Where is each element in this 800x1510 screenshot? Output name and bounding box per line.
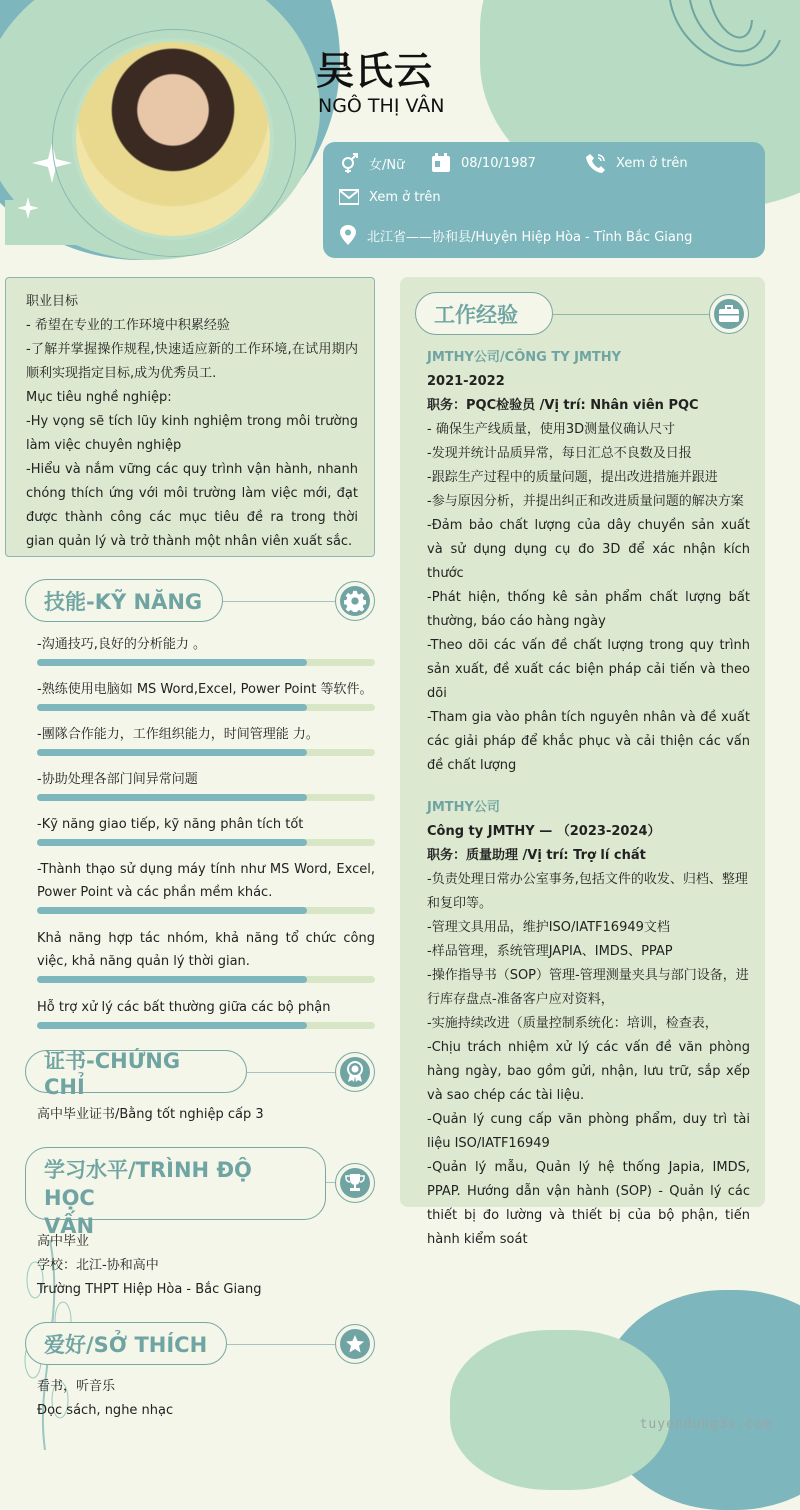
job-company: JMTHY公司 [427, 800, 500, 815]
job-duty: -Đảm bảo chất lượng của dây chuyền sản xuất và sử dụng dụng cụ đo 3D để xác nhận kích thước [427, 518, 750, 581]
job-duty: -Tham gia vào phân tích nguyên nhân và đề xuất các giải pháp để khắc phục và cải thiện các vấn đề chất lượng [427, 710, 750, 773]
skill-item: Hỗ trợ xử lý các bất thường giữa các bộ phận [37, 996, 375, 1029]
calendar-icon [431, 153, 451, 173]
job-period: 2021-2022 [427, 374, 505, 389]
email-icon [339, 189, 359, 205]
skills-title: 技能-KỸ NĂNG [25, 579, 223, 622]
job-duty: -实施持续改进（质量控制系统化：培训，检查表， [427, 1016, 718, 1031]
skill-item: -协助处理各部门间异常问题 [37, 768, 375, 801]
name-vietnamese: NGÔ THỊ VÂN [318, 95, 445, 117]
hobbies-icon-badge [335, 1324, 375, 1364]
section-divider [247, 1072, 335, 1073]
job-duty: -Chịu trách nhiệm xử lý các vấn đề văn phòng hàng ngày, bao gồm gửi, nhận, lưu trữ, sắp xếp và sao chép các tài liệu. [427, 1040, 750, 1103]
skill-bar [37, 976, 375, 983]
skill-item: -Thành thạo sử dụng máy tính như MS Word, Excel, Power Point và các phần mềm khác. [37, 858, 375, 914]
job-duty: -Quản lý cung cấp văn phòng phẩm, duy trì tài liệu ISO/IATF16949 [427, 1112, 750, 1151]
skill-bar-fill [37, 1022, 307, 1029]
hobbies-details [37, 1375, 173, 1423]
award-medal-icon [345, 1061, 365, 1083]
skill-item: -Kỹ năng giao tiếp, kỹ năng phân tích tốt [37, 813, 375, 846]
job-position: 职务：PQC检验员 /Vị trí: Nhân viên PQC [427, 398, 699, 413]
job-period: Công ty JMTHY — （2023-2024） [427, 824, 661, 839]
phone-text: Xem ở trên [616, 155, 688, 171]
hobby-line: 看书，听音乐 [37, 1379, 116, 1394]
education-line: 高中毕业 [37, 1234, 90, 1249]
birthdate-text: 08/10/1987 [461, 155, 536, 171]
career-objective [5, 277, 375, 557]
skill-bar [37, 704, 375, 711]
watermark: tuyendung3s.com [639, 1417, 772, 1432]
education-line: 学校：北江-协和高中 [37, 1258, 159, 1273]
skill-bar [37, 749, 375, 756]
location-pin-icon [339, 225, 357, 245]
objective-line: 职业目标 [26, 294, 79, 309]
phone-icon [586, 153, 606, 173]
education-icon-badge [335, 1163, 375, 1203]
certificates-title: 证书-CHỨNG CHỈ [25, 1050, 247, 1093]
skills-icon-badge [335, 581, 375, 621]
education-line: Trường THPT Hiệp Hòa - Bắc Giang [37, 1282, 262, 1297]
job-duty: -样品管理，系统管理JAPIA、IMDS、PPAP [427, 944, 673, 959]
section-divider [227, 1344, 335, 1345]
address-text: 北江省——协和县/Huyện Hiệp Hòa - Tỉnh Bắc Giang [367, 229, 693, 245]
sparkle-icon [17, 197, 39, 219]
star-icon [345, 1334, 365, 1354]
skill-item: -團隊合作能力，工作组织能力，时间管理能 力。 [37, 723, 375, 756]
email-text: Xem ở trên [369, 189, 441, 205]
job-duty: -Phát hiện, thống kê sản phẩm chất lượng bất thường, báo cáo hàng ngày [427, 590, 750, 629]
job-duty: -操作指导书（SOP）管理-管理测量夹具与部门设备，进行库存盘点-准备客户应对资料， [427, 968, 749, 1007]
trophy-icon [345, 1173, 365, 1193]
skill-item: -沟通技巧,良好的分析能力 。 [37, 633, 375, 666]
job-duty: -负责处理日常办公室事务,包括文件的收发、归档、整理和复印等。 [427, 872, 748, 911]
contact-birthdate [431, 153, 536, 173]
section-divider [326, 1182, 335, 1183]
job-duty: -跟踪生产过程中的质量问题，提出改进措施并跟进 [427, 470, 718, 485]
job-duty: -发现并统计品质异常，每日汇总不良数及日报 [427, 446, 692, 461]
skill-bar-fill [37, 704, 307, 711]
skill-bar [37, 659, 375, 666]
name-chinese: 吴氏云 [316, 49, 434, 93]
skill-bar [37, 1022, 375, 1029]
job-duty: - 确保生产线质量，使用3D测量仪确认尺寸 [427, 422, 676, 437]
objective-line: -了解并掌握操作规程,快速适应新的工作环境,在试用期内顺利实现指定目标,成为优秀员工. [26, 342, 358, 381]
job-duty: -管理文具用品，维护ISO/IATF16949文档 [427, 920, 670, 935]
gender-text: 女/Nữ [369, 157, 405, 173]
section-divider [223, 601, 335, 602]
objective-line: Mục tiêu nghề nghiệp: [26, 390, 172, 405]
work-experience-title: 工作经验 [415, 292, 553, 335]
job-company: JMTHY公司/CÔNG TY JMTHY [427, 350, 622, 365]
certificate-text: 高中毕业证书/Bằng tốt nghiệp cấp 3 [37, 1107, 264, 1122]
education-title: 学习水平/TRÌNH ĐỘ HỌC VẤN [25, 1147, 326, 1220]
skill-bar [37, 839, 375, 846]
skill-bar-fill [37, 659, 307, 666]
education-details [37, 1230, 262, 1302]
job-duty: -Theo dõi các vấn đề chất lượng trong quy trình sản xuất, đề xuất các biện pháp cải tiến và theo dõi [427, 638, 750, 701]
gender-icon [339, 153, 359, 173]
skill-item: -熟练使用电脑如 MS Word,Excel, Power Point 等软件。 [37, 678, 375, 711]
objective-line: -Hy vọng sẽ tích lũy kinh nghiệm trong môi trường làm việc chuyên nghiệp [26, 414, 358, 453]
work-experience-content [427, 346, 750, 1252]
skill-item: Khả năng hợp tác nhóm, khả năng tổ chức công việc, khả năng quản lý thời gian. [37, 927, 375, 983]
objective-line: -Hiểu và nắm vững các quy trình vận hành, nhanh chóng thích ứng với môi trường làm việc mới, đạt được thành công các mục tiêu đề ra trong thời gian quản lý và trở thành một nhân viên xuất sắc. [26, 462, 358, 549]
bg-shape-bottom-mid [450, 1330, 670, 1490]
skill-bar-fill [37, 907, 307, 914]
skill-bar-fill [37, 839, 307, 846]
skill-bar-fill [37, 749, 307, 756]
skill-bar [37, 794, 375, 801]
hobbies-title: 爱好/SỞ THÍCH [25, 1322, 227, 1365]
hobby-line: Đọc sách, nghe nhạc [37, 1403, 174, 1418]
skill-bar [37, 907, 375, 914]
gear-icon [344, 590, 366, 612]
job-duty: -参与原因分析，并提出纠正和改进质量问题的解决方案 [427, 494, 744, 509]
work-icon-badge [709, 294, 749, 334]
contact-email [339, 189, 441, 205]
skill-bar-fill [37, 794, 307, 801]
objective-line: - 希望在专业的工作环境中积累经验 [26, 318, 230, 333]
bg-swirl-lines [640, 0, 800, 120]
contact-address [339, 225, 692, 245]
briefcase-icon [719, 305, 739, 323]
avatar [72, 38, 274, 240]
contact-phone [586, 153, 688, 173]
certificates-icon-badge [335, 1052, 375, 1092]
contact-box [323, 142, 765, 258]
job-duty: -Quản lý mẫu, Quản lý hệ thống Japia, IMDS, PPAP. Hướng dẫn vận hành (SOP) - Quản lý các thiết bị đo lường và thiết bị của bộ phận, tiến hành kiểm soát [427, 1160, 750, 1247]
section-divider [553, 314, 709, 315]
job-position: 职务：质量助理 /Vị trí: Trợ lí chất [427, 848, 646, 863]
contact-gender [339, 153, 404, 173]
skill-bar-fill [37, 976, 307, 983]
